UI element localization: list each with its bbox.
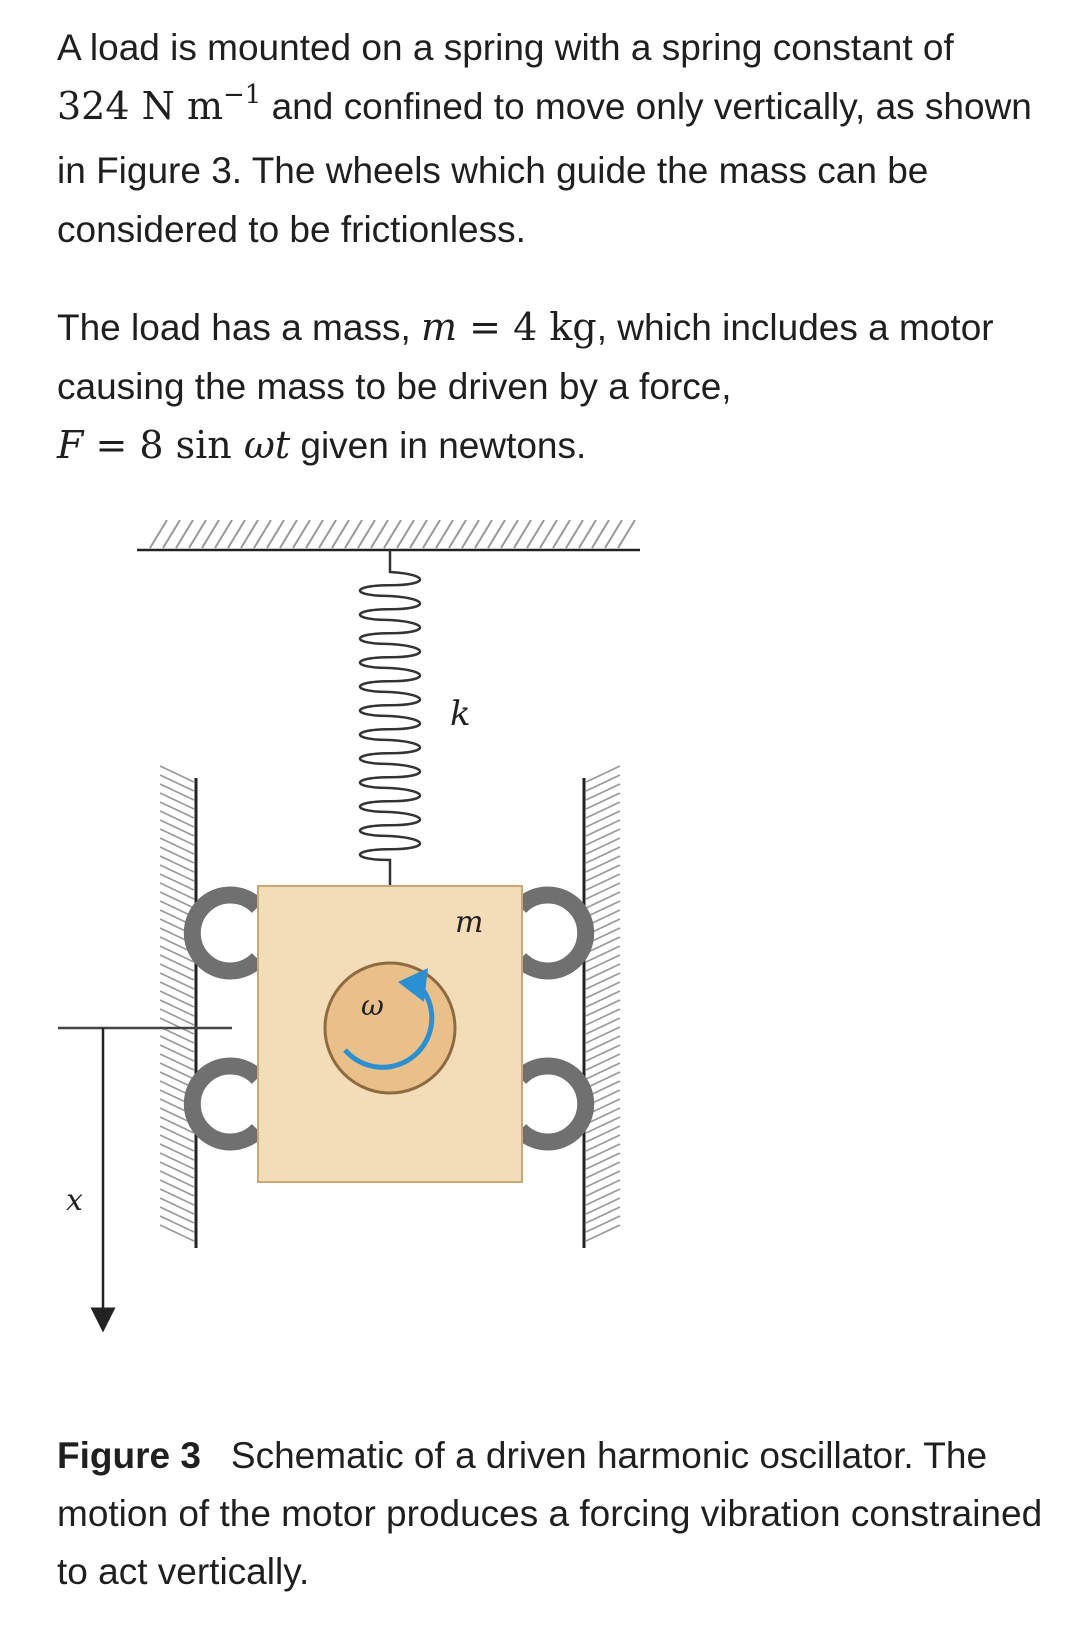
hatch-mark — [586, 1036, 620, 1052]
wheel-left-bottom — [192, 1066, 258, 1142]
hatch-mark — [160, 1189, 194, 1205]
hatch-mark — [586, 883, 620, 899]
problem-paragraph-spring — [57, 18, 1047, 259]
hatch-mark — [160, 1144, 194, 1160]
hatch-mark — [160, 1018, 194, 1034]
hatch-mark — [586, 1018, 620, 1034]
hatch-mark — [160, 1000, 194, 1016]
hatch-mark — [160, 874, 194, 890]
hatch-mark — [586, 955, 620, 971]
hatch-mark — [160, 1171, 194, 1187]
mass-label: m — [455, 905, 484, 940]
mass-variable: m — [421, 305, 458, 349]
hatch-mark — [586, 775, 620, 791]
hatch-mark — [160, 973, 194, 989]
hatch-mark — [586, 847, 620, 863]
hatch-mark — [586, 811, 620, 827]
hatch-mark — [160, 982, 194, 998]
hatch-mark — [160, 1036, 194, 1052]
ceiling-support — [137, 520, 640, 550]
hatch-mark — [160, 856, 194, 872]
hatch-mark — [586, 874, 620, 890]
spring-constant-value: 324 N $m^{-1}$ — [57, 80, 262, 128]
spring-constant-exponent: −1 — [223, 80, 262, 110]
hatch-mark — [586, 1153, 620, 1169]
hatch-mark — [586, 1198, 620, 1214]
hatch-mark — [586, 1135, 620, 1151]
hatch-mark — [160, 991, 194, 1007]
force-variable: F — [57, 423, 84, 467]
hatch-mark — [160, 1207, 194, 1223]
hatch-mark — [160, 1135, 194, 1151]
hatch-mark — [160, 1198, 194, 1214]
hatch-mark — [586, 991, 620, 1007]
right-guide-wall — [584, 766, 620, 1248]
hatch-mark — [160, 1216, 194, 1232]
hatch-mark — [586, 1063, 620, 1079]
hatch-mark — [586, 820, 620, 836]
hatch-mark — [160, 1063, 194, 1079]
wheel-right-top — [520, 895, 586, 971]
hatch-mark — [586, 802, 620, 818]
hatch-mark — [586, 1189, 620, 1205]
hatch-mark — [160, 802, 194, 818]
hatch-mark — [160, 883, 194, 899]
hatch-mark — [586, 964, 620, 980]
wheel-right-bottom — [520, 1066, 586, 1142]
hatch-mark — [586, 1054, 620, 1070]
motor — [325, 963, 455, 1093]
hatch-mark — [160, 865, 194, 881]
left-guide-wall — [160, 766, 196, 1248]
hatch-mark — [160, 820, 194, 836]
hatch-mark — [586, 865, 620, 881]
hatch-mark — [586, 1072, 620, 1088]
hatch-mark — [586, 1225, 620, 1241]
hatch-mark — [586, 1207, 620, 1223]
hatch-mark — [586, 892, 620, 908]
hatch-mark — [160, 892, 194, 908]
spring — [360, 550, 420, 886]
hatch-mark — [586, 1009, 620, 1025]
hatch-mark — [160, 838, 194, 854]
hatch-mark — [160, 775, 194, 791]
hatch-mark — [586, 856, 620, 872]
para1-text-a: A load is mounted on a spring with a spring constant of — [57, 27, 954, 68]
hatch-mark — [586, 1162, 620, 1178]
hatch-mark — [586, 1027, 620, 1043]
hatch-mark — [586, 973, 620, 989]
hatch-mark — [586, 1180, 620, 1196]
force-equation: = 8 sin — [83, 423, 244, 467]
figure-caption — [57, 1427, 1057, 1601]
hatch-mark — [160, 829, 194, 845]
hatch-mark — [160, 784, 194, 800]
spring-constant-label: k — [450, 694, 471, 734]
hatch-mark — [586, 1045, 620, 1061]
motor-omega-label: ω — [361, 989, 384, 1022]
figure-number: Figure 3 — [57, 1435, 201, 1476]
hatch-mark — [586, 766, 620, 782]
hatch-mark — [586, 784, 620, 800]
hatch-mark — [160, 955, 194, 971]
hatch-mark — [586, 1144, 620, 1160]
hatch-mark — [160, 964, 194, 980]
problem-paragraph-mass — [57, 298, 1047, 475]
hatch-mark — [586, 1000, 620, 1016]
oscillator-schematic — [0, 520, 1080, 1400]
hatch-mark — [586, 838, 620, 854]
para2-text-a: The load has a mass, — [57, 307, 422, 348]
hatch-mark — [160, 847, 194, 863]
hatch-mark — [586, 1171, 620, 1187]
hatch-mark — [586, 829, 620, 845]
wheel-left-top — [192, 895, 258, 971]
caption-text: Schematic of a driven harmonic oscillator. The motion of the motor produces a forcing vibration constrained to act vertically. — [57, 1435, 1043, 1592]
hatch-mark — [160, 1180, 194, 1196]
hatch-mark — [160, 766, 194, 782]
hatch-mark — [160, 1045, 194, 1061]
hatch-mark — [160, 1153, 194, 1169]
displacement-label: x — [66, 1183, 83, 1218]
hatch-mark — [586, 982, 620, 998]
hatch-mark — [586, 1126, 620, 1142]
hatch-mark — [160, 1126, 194, 1142]
mass-equation: = 4 kg — [457, 305, 597, 349]
force-omega-t: ωt — [243, 423, 291, 467]
hatch-mark — [160, 1054, 194, 1070]
hatch-mark — [160, 1225, 194, 1241]
hatch-mark — [586, 1216, 620, 1232]
hatch-mark — [586, 793, 620, 809]
hatch-mark — [160, 793, 194, 809]
hatch-mark — [160, 811, 194, 827]
ceiling-hatch — [150, 520, 635, 548]
para1-text-b: and confined to move only vertically, as shown in Figure 3. The wheels which guide the mass can be considered to be frictionless. — [57, 86, 1032, 250]
para2-text-c: given in newtons. — [290, 425, 587, 466]
hatch-mark — [586, 901, 620, 917]
hatch-mark — [160, 1162, 194, 1178]
hatch-mark — [160, 1009, 194, 1025]
hatch-mark — [160, 1027, 194, 1043]
para2-text-b: , which includes a motor causing the mass to be driven by a force, — [57, 307, 994, 407]
